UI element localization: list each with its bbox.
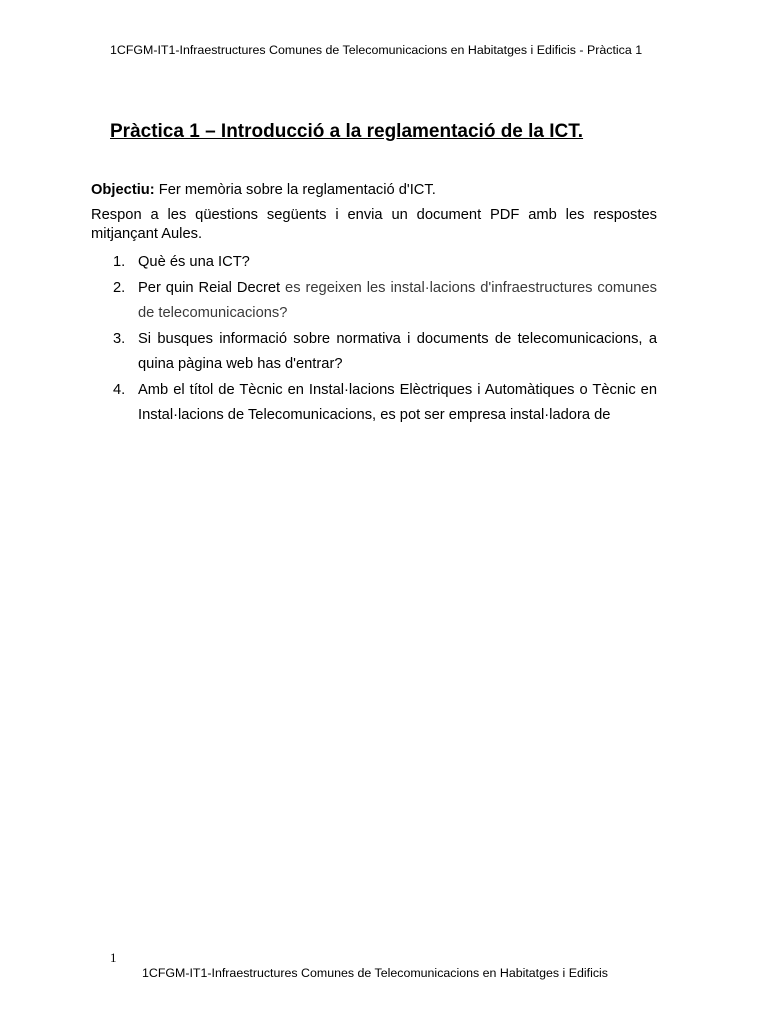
page-title: Pràctica 1 – Introducció a la reglamentació de la ICT. (110, 121, 584, 142)
page-number: 1 (110, 950, 117, 965)
questions-list (91, 250, 657, 429)
question-item-1 (91, 250, 657, 275)
question-number: 2. (113, 280, 126, 296)
question-text-part: es regeixen les instal·lacions d'infraestructures comunes de telecomunicacions? (138, 280, 657, 321)
question-item-2 (91, 276, 657, 326)
objective-line (91, 180, 661, 200)
page-footer: 1CFGM-IT1-Infraestructures Comunes de Telecomunicacions en Habitatges i Edificis (142, 966, 608, 980)
question-number: 4. (113, 382, 126, 398)
question-text: Què és una ICT? (138, 254, 250, 270)
instructions-paragraph: Respon a les qüestions següents i envia un document PDF amb les respostes mitjançant Aules. (91, 207, 657, 242)
question-text: Amb el títol de Tècnic en Instal·lacions Elèctriques i Automàtiques o Tècnic en Instal·lacions de Telecomunicacions, es pot ser empresa instal·ladora de (138, 382, 657, 423)
question-text-part: Per quin Reial Decret (138, 280, 281, 296)
question-text: Si busques informació sobre normativa i documents de telecomunicacions, a quina pàgina web has d'entrar? (138, 331, 657, 372)
objective-text: Fer memòria sobre la reglamentació d'ICT. (154, 182, 436, 198)
question-item-4 (91, 378, 657, 428)
question-item-3 (91, 327, 657, 377)
question-number: 3. (113, 331, 126, 347)
objective-label: Objectiu: (91, 182, 155, 198)
question-text (138, 276, 657, 326)
page-header: 1CFGM-IT1-Infraestructures Comunes de Telecomunicacions en Habitatges i Edificis - Pràctica 1 (110, 43, 643, 57)
question-number: 1. (113, 254, 126, 270)
